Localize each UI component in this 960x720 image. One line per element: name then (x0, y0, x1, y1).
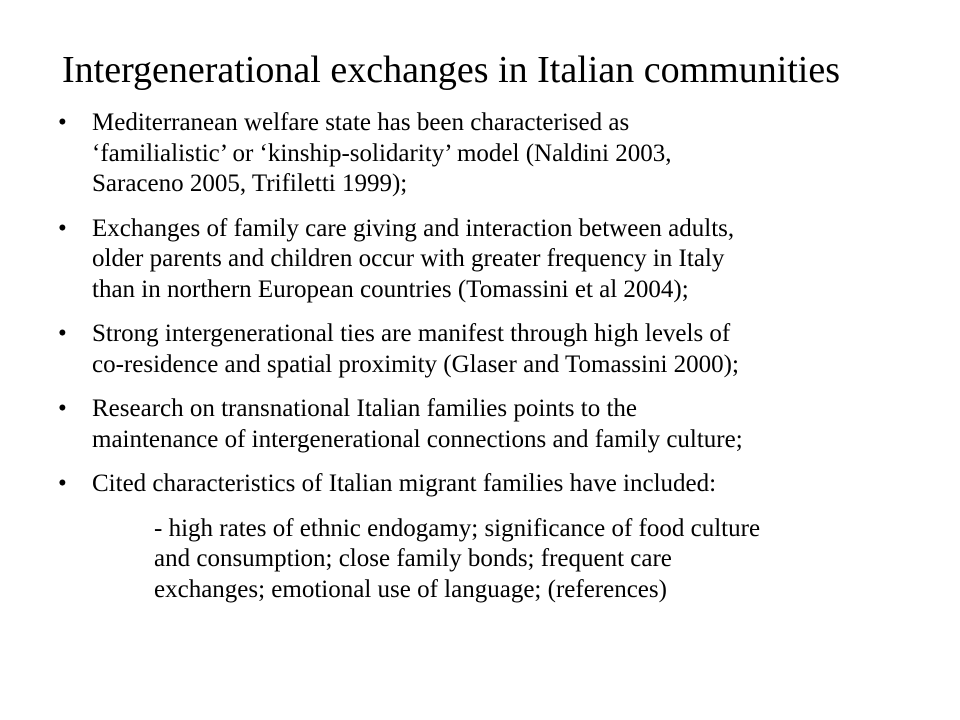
bullet-line: maintenance of intergenerational connections and family culture; (92, 425, 743, 453)
bullet-line: Research on transnational Italian families points to the (92, 395, 637, 422)
bullet-item-2 (58, 214, 918, 306)
bullet-line: Exchanges of family care giving and interaction between adults, (92, 214, 735, 242)
sub-item (58, 514, 918, 606)
bullet-line: Strong intergenerational ties are manifest through high levels of (92, 320, 731, 347)
sub-item-line: and consumption; close family bonds; frequent care (154, 545, 672, 572)
bullet-text (92, 214, 918, 306)
bullet-text (92, 108, 918, 200)
bullet-line: Mediterranean welfare state has been characterised as (92, 109, 630, 136)
bullet-item-3 (58, 319, 918, 380)
sub-item-line: exchanges; emotional use of language; (references) (154, 575, 667, 603)
bullet-item-5 (58, 469, 918, 500)
bullet-item-1 (58, 108, 918, 200)
sub-item-line: - high rates of ethnic endogamy; significance of food culture (154, 514, 761, 542)
bullet-text (92, 394, 918, 455)
bullet-line: ‘familialistic’ or ‘kinship-solidarity’ model (Naldini 2003, (92, 139, 672, 167)
bullet-line: Cited characteristics of Italian migrant families have included: (92, 470, 717, 497)
bullet-text (92, 469, 918, 500)
bullet-text (92, 319, 918, 380)
bullet-list (58, 108, 918, 605)
bullet-item-4 (58, 394, 918, 455)
slide-title: Intergenerational exchanges in Italian communities (62, 49, 841, 91)
bullet-line: Saraceno 2005, Trifiletti 1999); (92, 170, 408, 197)
bullet-line: than in northern European countries (Tomassini et al 2004); (92, 275, 689, 303)
bullet-line: older parents and children occur with greater frequency in Italy (92, 245, 725, 272)
bullet-icon: • (58, 214, 67, 242)
bullet-icon: • (58, 395, 67, 422)
bullet-icon: • (58, 109, 67, 136)
bullet-icon: • (58, 470, 67, 497)
bullet-line: co-residence and spatial proximity (Glaser and Tomassini 2000); (92, 350, 739, 378)
bullet-icon: • (58, 320, 67, 347)
